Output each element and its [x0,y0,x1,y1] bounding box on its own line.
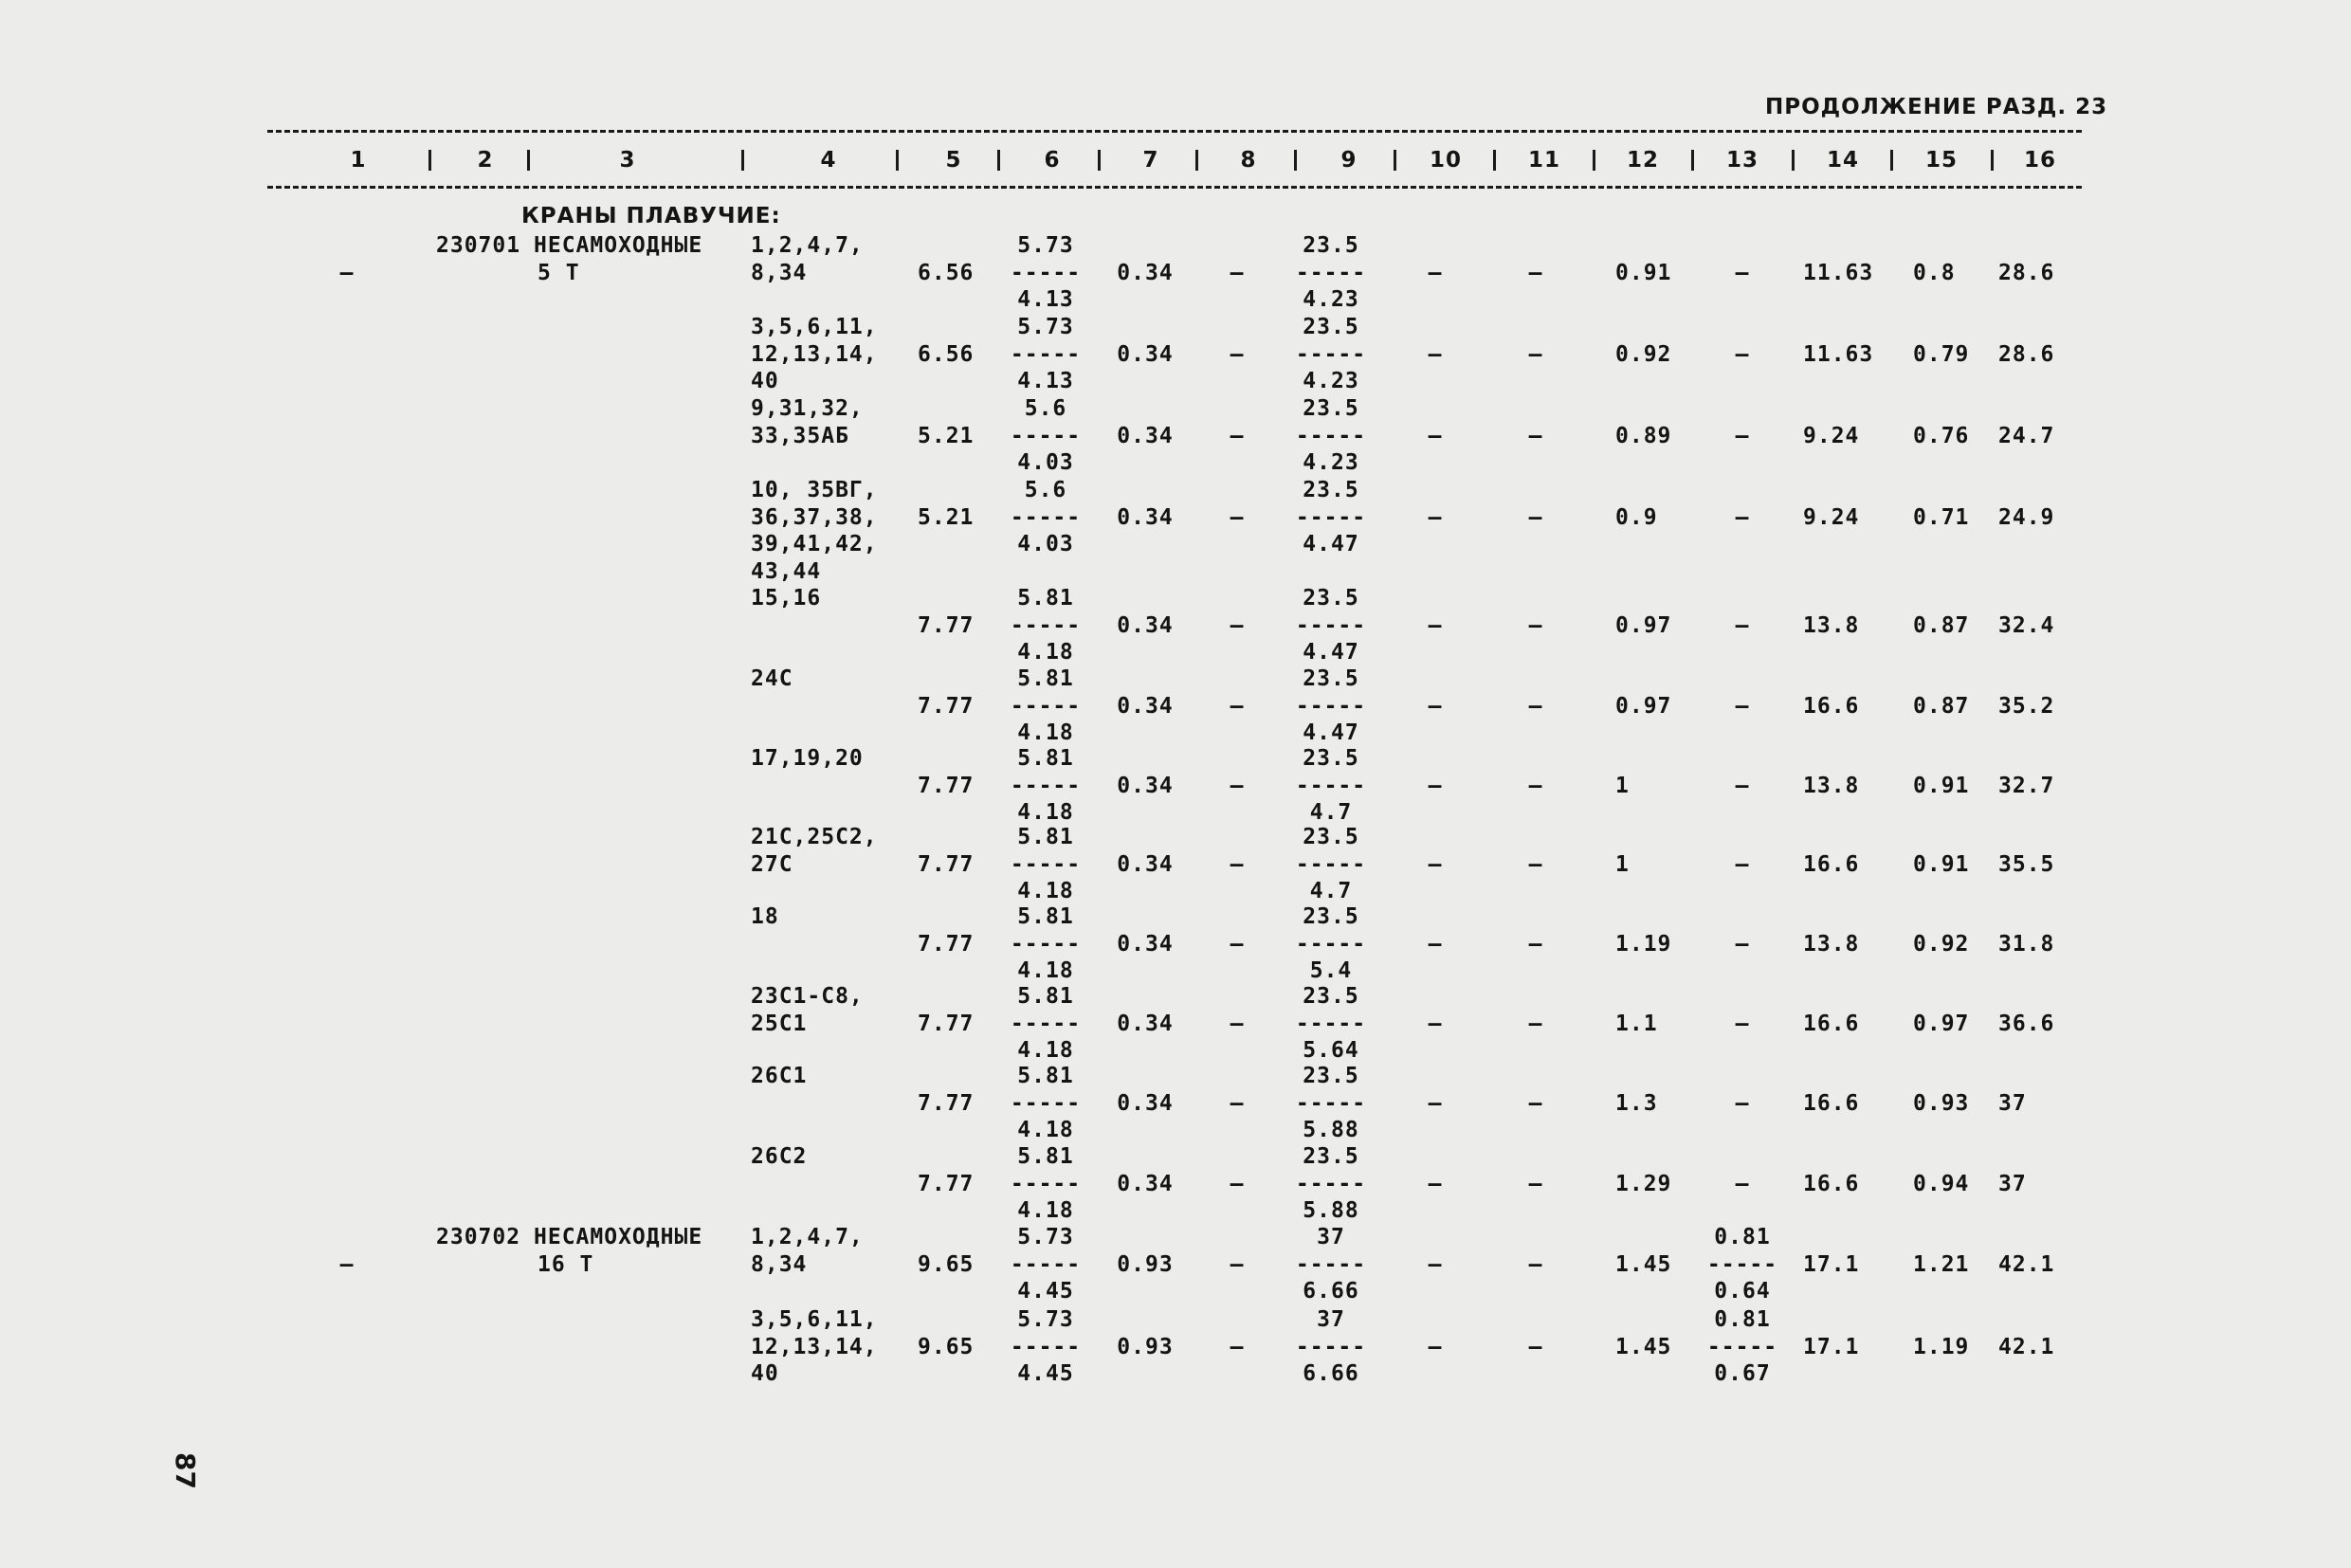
col5-value: 7.77 [918,851,975,877]
col6-fraction-part: ----- [1010,773,1082,798]
page-number: 87 [170,1452,201,1489]
col13-value: – [1735,1011,1750,1036]
col10-value: – [1428,773,1443,798]
col7-value: 0.34 [1117,612,1174,638]
column-separator [1195,150,1198,171]
continuation-header: ПРОДОЛЖЕНИЕ РАЗД. 23 [1765,95,2108,119]
item-name: НЕСАМОХОДНЫЕ [534,1225,703,1249]
col12-value: 1.3 [1615,1090,1658,1116]
col12-value: 1.45 [1615,1334,1672,1359]
col7-value: 0.93 [1117,1251,1174,1277]
col6-fraction-part: 4.18 [1017,958,1074,983]
col15-value: 1.19 [1913,1334,1970,1359]
col6-fraction-part: 5.73 [1017,233,1074,258]
col5-value: 9.65 [918,1251,975,1277]
col8-value: – [1230,260,1245,285]
col4-line: 33,35АБ [751,423,849,448]
col11-value: – [1528,612,1543,638]
item-name-capacity: 5 Т [538,260,580,285]
col16-value: 35.2 [1998,693,2055,719]
col12-value: 0.9 [1615,504,1658,530]
col10-value: – [1428,1011,1443,1036]
column-header-11: 11 [1527,148,1561,173]
col6-fraction-part: 5.73 [1017,1225,1074,1249]
col15-value: 0.91 [1913,851,1970,877]
col13-value: – [1735,1171,1750,1196]
col13-fraction-part: 0.67 [1714,1361,1771,1386]
col6-fraction-part: 5.81 [1017,586,1074,611]
col10-value: – [1428,1090,1443,1116]
col9-fraction-part: ----- [1295,851,1367,877]
col11-value: – [1528,1011,1543,1036]
col9-fraction-part: 5.4 [1309,958,1353,983]
column-header-4: 4 [820,148,837,173]
col4-line: 18 [751,904,779,929]
column-separator [896,150,899,171]
col9-fraction-part: ----- [1295,612,1367,638]
col6-fraction-part: 4.18 [1017,1038,1074,1063]
col8-value: – [1230,504,1245,530]
col6-fraction-part: 5.73 [1017,1307,1074,1332]
col16-value: 24.9 [1998,504,2055,530]
col12-value: 0.89 [1615,423,1672,448]
col16-value: 28.6 [1998,260,2055,285]
col15-value: 0.87 [1913,612,1970,638]
column-separator [428,150,431,171]
column-separator [1792,150,1795,171]
col13-value: – [1735,341,1750,367]
col9-fraction-part: 23.5 [1303,586,1359,611]
col4-line: 23С1-С8, [751,984,864,1009]
col7-value: 0.34 [1117,693,1174,719]
col8-value: – [1230,1334,1245,1359]
col15-value: 1.21 [1913,1251,1970,1277]
col4-line: 3,5,6,11, [751,1307,878,1332]
col15-value: 0.91 [1913,773,1970,798]
col9-fraction-part: 23.5 [1303,233,1359,258]
col13-value: – [1735,504,1750,530]
col10-value: – [1428,260,1443,285]
col10-value: – [1428,423,1443,448]
col9-fraction-part: ----- [1295,423,1367,448]
col11-value: – [1528,1334,1543,1359]
col13-value: – [1735,693,1750,719]
col6-fraction-part: ----- [1010,1251,1082,1277]
column-separator [1098,150,1101,171]
col5-value: 7.77 [918,773,975,798]
col15-value: 0.8 [1913,260,1956,285]
col4-line: 40 [751,369,779,393]
col6-fraction-part: 4.18 [1017,800,1074,825]
col5-value: 7.77 [918,1090,975,1116]
col15-value: 0.79 [1913,341,1970,367]
col5-value: 6.56 [918,260,975,285]
col11-value: – [1528,341,1543,367]
col4-line: 43,44 [751,558,822,584]
col13-value: – [1735,773,1750,798]
col14-value: 13.8 [1803,773,1860,798]
col7-value: 0.34 [1117,1090,1174,1116]
col12-value: 1.45 [1615,1251,1672,1277]
col4-line: 3,5,6,11, [751,315,878,339]
col6-fraction-part: 5.73 [1017,315,1074,339]
item-code: 230702 [436,1225,521,1249]
col7-value: 0.93 [1117,1334,1174,1359]
col15-value: 0.97 [1913,1011,1970,1036]
column-separator [1394,150,1396,171]
col13-value: – [1735,612,1750,638]
col9-fraction-part: 4.7 [1309,800,1353,825]
col16-value: 37 [1998,1090,2027,1116]
col6-fraction-part: 5.81 [1017,1144,1074,1169]
col11-value: – [1528,423,1543,448]
col4-line: 17,19,20 [751,746,864,771]
col4-line: 36,37,38, [751,504,878,530]
col9-fraction-part: 23.5 [1303,904,1359,929]
col9-fraction-part: 4.47 [1303,640,1359,665]
col9-fraction-part: 23.5 [1303,478,1359,502]
col10-value: – [1428,693,1443,719]
col14-value: 9.24 [1803,423,1860,448]
col7-value: 0.34 [1117,931,1174,957]
column-header-10: 10 [1429,148,1463,173]
col9-fraction-part: 6.66 [1303,1279,1359,1304]
col6-fraction-part: 4.03 [1017,532,1074,556]
col4-line: 21С,25С2, [751,825,878,849]
col7-value: 0.34 [1117,504,1174,530]
col7-value: 0.34 [1117,260,1174,285]
col6-fraction-part: 5.81 [1017,984,1074,1009]
col7-value: 0.34 [1117,773,1174,798]
section-title: КРАНЫ ПЛАВУЧИЕ: [521,204,781,228]
col9-fraction-part: 4.47 [1303,720,1359,745]
column-separator [1890,150,1893,171]
col13-fraction-part: 0.81 [1714,1307,1771,1332]
col6-fraction-part: 4.03 [1017,450,1074,475]
col12-value: 1.29 [1615,1171,1672,1196]
col10-value: – [1428,1334,1443,1359]
col14-value: 16.6 [1803,851,1860,877]
col6-fraction-part: 4.18 [1017,720,1074,745]
col4-line: 15,16 [751,586,822,611]
col12-value: 1.1 [1615,1011,1658,1036]
col7-value: 0.34 [1117,423,1174,448]
header-rule-bottom [267,186,2082,189]
col4-line: 9,31,32, [751,396,864,421]
column-separator [1691,150,1694,171]
col14-value: 13.8 [1803,612,1860,638]
col6-fraction-part: ----- [1010,260,1082,285]
col6-fraction-part: 4.13 [1017,369,1074,393]
col9-fraction-part: 4.47 [1303,532,1359,556]
col11-value: – [1528,504,1543,530]
col6-fraction-part: ----- [1010,1090,1082,1116]
col12-value: 0.91 [1615,260,1672,285]
col6-fraction-part: 4.45 [1017,1361,1074,1386]
col13-value: – [1735,423,1750,448]
col9-fraction-part: 23.5 [1303,666,1359,691]
col9-fraction-part: ----- [1295,1171,1367,1196]
col4-line: 40 [751,1361,779,1386]
col9-fraction-part: ----- [1295,1011,1367,1036]
column-header-13: 13 [1725,148,1759,173]
col6-fraction-part: 5.6 [1024,478,1067,502]
column-separator [527,150,530,171]
col8-value: – [1230,1251,1245,1277]
col11-value: – [1528,693,1543,719]
col9-fraction-part: 4.23 [1303,287,1359,312]
col9-fraction-part: 23.5 [1303,1064,1359,1088]
column-header-15: 15 [1924,148,1959,173]
col4-line: 8,34 [751,1251,808,1277]
col6-fraction-part: ----- [1010,612,1082,638]
col16-value: 32.7 [1998,773,2055,798]
col6-fraction-part: 5.81 [1017,904,1074,929]
col6-fraction-part: 4.18 [1017,1198,1074,1223]
col14-value: 16.6 [1803,1171,1860,1196]
col5-value: 9.65 [918,1334,975,1359]
col9-fraction-part: 23.5 [1303,1144,1359,1169]
col8-value: – [1230,423,1245,448]
col7-value: 0.34 [1117,341,1174,367]
col8-value: – [1230,773,1245,798]
col4-line: 26С2 [751,1144,808,1169]
col12-value: 0.92 [1615,341,1672,367]
col9-fraction-part: 4.7 [1309,879,1353,903]
col9-fraction-part: ----- [1295,693,1367,719]
col9-fraction-part: ----- [1295,1090,1367,1116]
col6-fraction-part: ----- [1010,693,1082,719]
column-header-14: 14 [1826,148,1860,173]
col6-fraction-part: 5.81 [1017,825,1074,849]
col15-value: 0.94 [1913,1171,1970,1196]
col5-value: 6.56 [918,341,975,367]
col9-fraction-part: ----- [1295,504,1367,530]
col13-value: – [1735,260,1750,285]
col6-fraction-part: ----- [1010,931,1082,957]
col9-fraction-part: 37 [1317,1225,1345,1249]
col12-value: 1 [1615,851,1630,877]
col6-fraction-part: ----- [1010,1011,1082,1036]
col6-fraction-part: ----- [1010,851,1082,877]
column-header-9: 9 [1340,148,1358,173]
col14-value: 11.63 [1803,260,1874,285]
col9-fraction-part: 37 [1317,1307,1345,1332]
col15-value: 0.76 [1913,423,1970,448]
col15-value: 0.92 [1913,931,1970,957]
col12-value: 0.97 [1615,693,1672,719]
column-header-16: 16 [2023,148,2057,173]
col5-value: 7.77 [918,931,975,957]
col16-value: 36.6 [1998,1011,2055,1036]
col12-value: 0.97 [1615,612,1672,638]
col8-value: – [1230,341,1245,367]
row-marker: – [339,260,355,285]
col7-value: 0.34 [1117,1171,1174,1196]
col14-value: 16.6 [1803,1011,1860,1036]
col10-value: – [1428,612,1443,638]
col4-line: 1,2,4,7, [751,1225,864,1249]
col16-value: 42.1 [1998,1334,2055,1359]
column-separator [1493,150,1496,171]
col9-fraction-part: 4.23 [1303,450,1359,475]
col16-value: 35.5 [1998,851,2055,877]
item-name: НЕСАМОХОДНЫЕ [534,233,703,258]
column-header-6: 6 [1044,148,1061,173]
column-header-7: 7 [1142,148,1159,173]
col9-fraction-part: 5.88 [1303,1118,1359,1142]
col9-fraction-part: 5.88 [1303,1198,1359,1223]
column-header-12: 12 [1626,148,1660,173]
col6-fraction-part: 4.18 [1017,640,1074,665]
col7-value: 0.34 [1117,1011,1174,1036]
col11-value: – [1528,1090,1543,1116]
col5-value: 7.77 [918,612,975,638]
col4-line: 12,13,14, [751,1334,878,1359]
item-name-capacity: 16 Т [538,1251,594,1277]
col16-value: 24.7 [1998,423,2055,448]
item-code: 230701 [436,233,521,258]
col4-line: 25С1 [751,1011,808,1036]
col8-value: – [1230,612,1245,638]
column-separator [741,150,744,171]
col14-value: 17.1 [1803,1251,1860,1277]
col9-fraction-part: 23.5 [1303,984,1359,1009]
col4-line: 8,34 [751,260,808,285]
column-separator [997,150,1000,171]
col6-fraction-part: 5.6 [1024,396,1067,421]
col11-value: – [1528,1171,1543,1196]
col6-fraction-part: 5.81 [1017,666,1074,691]
col4-line: 26С1 [751,1064,808,1088]
col16-value: 32.4 [1998,612,2055,638]
col5-value: 7.77 [918,1171,975,1196]
col10-value: – [1428,931,1443,957]
col9-fraction-part: 23.5 [1303,396,1359,421]
col14-value: 11.63 [1803,341,1874,367]
row-marker: – [339,1251,355,1277]
col6-fraction-part: 4.18 [1017,1118,1074,1142]
col8-value: – [1230,1011,1245,1036]
col12-value: 1 [1615,773,1630,798]
col9-fraction-part: 4.23 [1303,369,1359,393]
col15-value: 0.93 [1913,1090,1970,1116]
col12-value: 1.19 [1615,931,1672,957]
col13-fraction-part: ----- [1706,1334,1778,1359]
col6-fraction-part: 4.45 [1017,1279,1074,1304]
col6-fraction-part: 4.13 [1017,287,1074,312]
col11-value: – [1528,851,1543,877]
col4-line: 10, 35ВГ, [751,478,878,502]
col5-value: 7.77 [918,1011,975,1036]
col6-fraction-part: ----- [1010,423,1082,448]
col8-value: – [1230,693,1245,719]
col6-fraction-part: 5.81 [1017,746,1074,771]
col16-value: 28.6 [1998,341,2055,367]
col6-fraction-part: ----- [1010,1171,1082,1196]
col10-value: – [1428,1251,1443,1277]
col10-value: – [1428,851,1443,877]
col6-fraction-part: 5.81 [1017,1064,1074,1088]
col16-value: 31.8 [1998,931,2055,957]
col4-line: 27С [751,851,793,877]
col9-fraction-part: 23.5 [1303,315,1359,339]
col11-value: – [1528,773,1543,798]
column-header-1: 1 [350,148,367,173]
col9-fraction-part: ----- [1295,773,1367,798]
col16-value: 42.1 [1998,1251,2055,1277]
col6-fraction-part: ----- [1010,341,1082,367]
column-header-5: 5 [945,148,962,173]
col10-value: – [1428,504,1443,530]
col14-value: 13.8 [1803,931,1860,957]
col13-value: – [1735,851,1750,877]
col9-fraction-part: ----- [1295,260,1367,285]
col13-fraction-part: 0.81 [1714,1225,1771,1249]
col9-fraction-part: ----- [1295,931,1367,957]
col14-value: 16.6 [1803,693,1860,719]
col10-value: – [1428,341,1443,367]
col8-value: – [1230,851,1245,877]
col6-fraction-part: ----- [1010,504,1082,530]
col14-value: 16.6 [1803,1090,1860,1116]
col15-value: 0.87 [1913,693,1970,719]
col9-fraction-part: ----- [1295,1334,1367,1359]
col11-value: – [1528,931,1543,957]
col8-value: – [1230,931,1245,957]
column-header-8: 8 [1240,148,1257,173]
col9-fraction-part: 5.64 [1303,1038,1359,1063]
column-separator [1294,150,1297,171]
col11-value: – [1528,260,1543,285]
column-header-3: 3 [619,148,636,173]
col5-value: 5.21 [918,504,975,530]
col11-value: – [1528,1251,1543,1277]
col4-line: 24С [751,666,793,691]
col4-line: 1,2,4,7, [751,233,864,258]
col4-line: 39,41,42, [751,532,878,556]
col5-value: 5.21 [918,423,975,448]
col5-value: 7.77 [918,693,975,719]
col6-fraction-part: ----- [1010,1334,1082,1359]
column-separator [1593,150,1595,171]
col13-fraction-part: ----- [1706,1251,1778,1277]
col15-value: 0.71 [1913,504,1970,530]
col10-value: – [1428,1171,1443,1196]
col4-line: 12,13,14, [751,341,878,367]
col13-value: – [1735,1090,1750,1116]
column-separator [1991,150,1994,171]
col7-value: 0.34 [1117,851,1174,877]
col8-value: – [1230,1171,1245,1196]
col9-fraction-part: 23.5 [1303,825,1359,849]
header-rule-top [267,130,2082,133]
col14-value: 17.1 [1803,1334,1860,1359]
col13-fraction-part: 0.64 [1714,1279,1771,1304]
col9-fraction-part: 23.5 [1303,746,1359,771]
column-header-2: 2 [477,148,494,173]
col14-value: 9.24 [1803,504,1860,530]
col9-fraction-part: ----- [1295,1251,1367,1277]
col9-fraction-part: 6.66 [1303,1361,1359,1386]
col9-fraction-part: ----- [1295,341,1367,367]
col6-fraction-part: 4.18 [1017,879,1074,903]
col8-value: – [1230,1090,1245,1116]
col13-value: – [1735,931,1750,957]
col16-value: 37 [1998,1171,2027,1196]
